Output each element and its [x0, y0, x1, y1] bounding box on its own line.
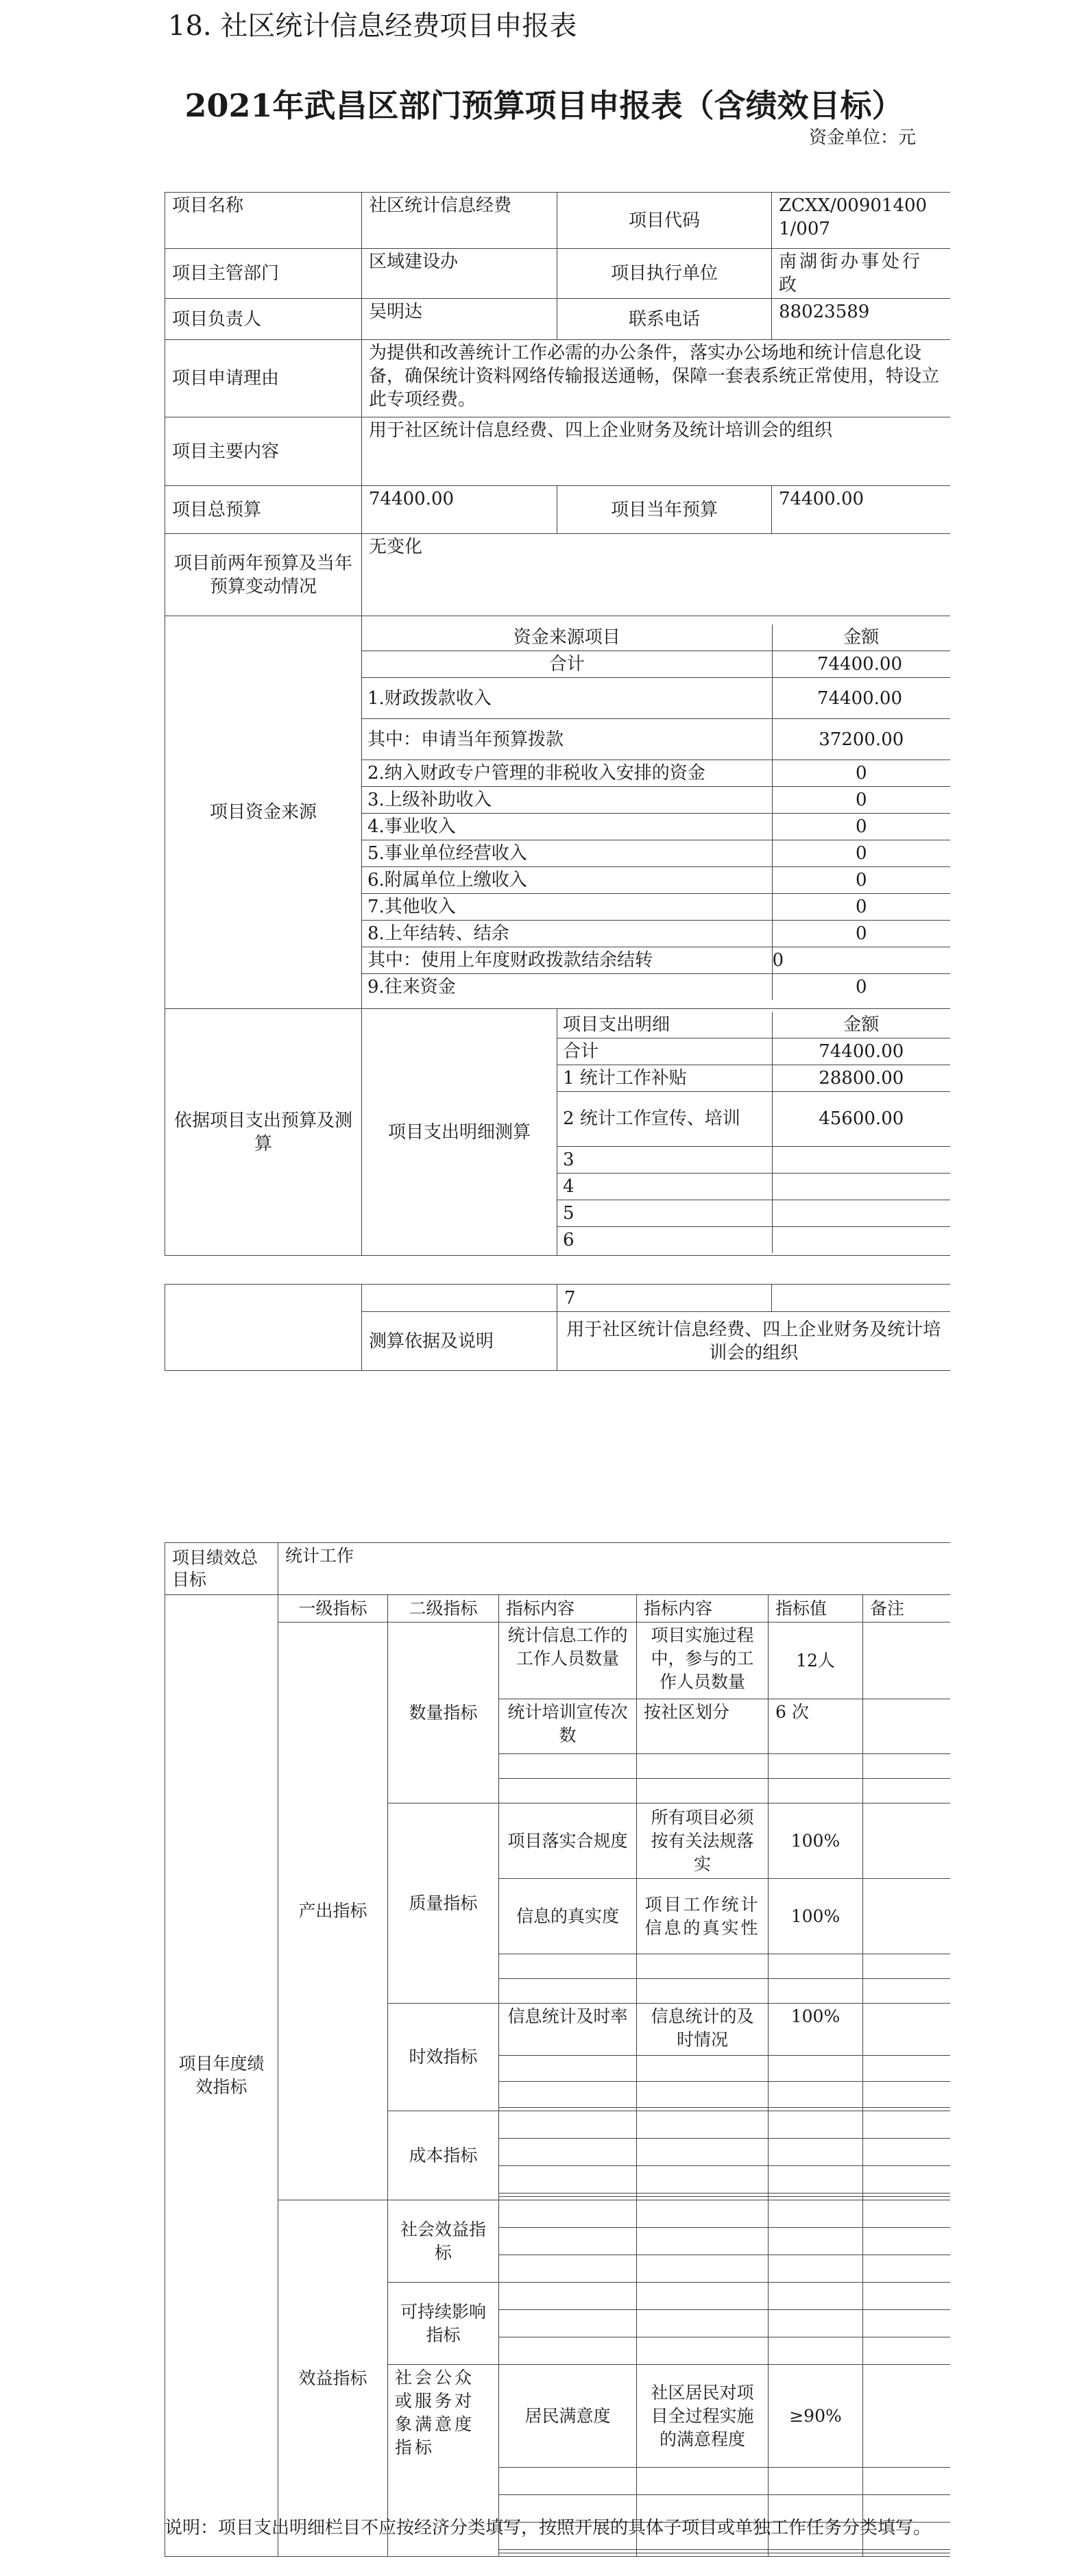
header-level2: 二级指标 [388, 1595, 499, 1623]
funding-amount: 0 [772, 867, 950, 894]
year-budget-value: 74400.00 [772, 486, 950, 534]
funding-amount: 37200.00 [772, 719, 950, 760]
expense-amount [772, 1173, 950, 1200]
quality-indicator-label: 质量指标 [388, 1803, 499, 2004]
funding-row: 8.上年结转、结余 [362, 921, 772, 947]
expense-row: 2 统计工作宣传、培训 [557, 1091, 772, 1146]
content-value: 用于社区统计信息经费、四上企业财务及统计培训会的组织 [362, 417, 950, 486]
indicator-value: 100% [769, 1803, 863, 1879]
expense-table [557, 1012, 950, 1253]
expense-sub-label: 项目支出明细测算 [362, 1009, 557, 1256]
owner-value: 吴明达 [362, 299, 557, 340]
reason-label: 项目申请理由 [165, 340, 362, 417]
time-indicator-label: 时效指标 [388, 2004, 499, 2111]
expense-row: 3 [557, 1146, 772, 1173]
funding-label: 项目资金来源 [165, 616, 362, 1009]
reason-value: 为提供和改善统计工作必需的办公条件，落实办公场地和统计信息化设备，确保统计资料网络传输报送通畅，保障一套表系统正常使用，特设立此专项经费。 [362, 340, 950, 417]
indicator-content: 按社区划分 [637, 1699, 769, 1754]
indicator-value: 100% [769, 1879, 863, 1954]
funding-amount: 0 [772, 921, 950, 947]
expense-row: 合计 [557, 1038, 772, 1065]
indicator-content: 项目实施过程中，参与的工作人员数量 [637, 1623, 769, 1699]
owner-label: 项目负责人 [165, 299, 362, 340]
goal-label: 项目绩效总目标 [165, 1543, 278, 1595]
expense-row: 4 [557, 1173, 772, 1200]
indicator-content: 社区居民对项目全过程实施的满意程度 [637, 2365, 769, 2468]
funding-row: 其中：申请当年预算拨款 [362, 719, 772, 760]
funding-table [362, 624, 950, 1000]
change-label: 项目前两年预算及当年预算变动情况 [165, 534, 362, 616]
total-budget-label: 项目总预算 [165, 486, 362, 534]
year-indicator-label: 项目年度绩效指标 [165, 1595, 278, 2557]
footer-note: 说明：项目支出明细栏目不应按经济分类填写，按照开展的具体子项目或单独工作任务分类填写。 [165, 2518, 932, 2538]
funding-amount: 0 [772, 787, 950, 814]
funding-amount: 0 [772, 814, 950, 840]
header-level1: 一级指标 [278, 1595, 388, 1623]
expense-row: 7 [557, 1285, 772, 1312]
indicator-content: 信息统计的及时情况 [637, 2004, 769, 2056]
header-remark: 备注 [863, 1595, 950, 1623]
indicator-value: ≥90% [769, 2365, 863, 2468]
satisfaction-label: 社会公众或服务对象满意度指标 [388, 2365, 499, 2557]
quantity-indicator-label: 数量指标 [388, 1623, 499, 1803]
basis-value: 用于社区统计信息经费、四上企业财务及统计培训会的组织 [557, 1312, 950, 1371]
expense-amount: 74400.00 [772, 1038, 950, 1065]
expense-row: 5 [557, 1200, 772, 1226]
benefit-indicator-label: 效益指标 [278, 2200, 388, 2557]
indicator-value: 12人 [769, 1623, 863, 1699]
funding-row: 合计 [362, 651, 772, 678]
expense-amount: 45600.00 [772, 1091, 950, 1146]
funding-row: 2.纳入财政专户管理的非税收入安排的资金 [362, 760, 772, 787]
funding-col-source: 资金来源项目 [362, 624, 772, 651]
funding-row: 9.往来资金 [362, 974, 772, 1001]
dept-value: 区域建设办 [362, 249, 557, 299]
funding-row: 6.附属单位上缴收入 [362, 867, 772, 894]
phone-value: 88023589 [772, 299, 950, 340]
project-code-label: 项目代码 [557, 193, 772, 249]
indicator-content: 所有项目必须按有关法规落实 [637, 1803, 769, 1879]
indicator-content: 信息统计及时率 [499, 2004, 637, 2056]
page-label: 18. 社区统计信息经费项目申报表 [168, 10, 577, 42]
phone-label: 联系电话 [557, 299, 772, 340]
funding-row: 1.财政拨款收入 [362, 678, 772, 719]
goal-value: 统计工作 [278, 1543, 950, 1595]
project-info-table [165, 192, 950, 1256]
header-value: 指标值 [769, 1595, 863, 1623]
project-name-label: 项目名称 [165, 193, 362, 249]
page-title: 2021年武昌区部门预算项目申报表（含绩效目标） [184, 87, 904, 124]
indicator-content: 信息的真实度 [499, 1879, 637, 1954]
indicator-content: 统计培训宣传次数 [499, 1699, 637, 1754]
exec-unit-value: 南湖街办事处行政 [772, 249, 950, 299]
expense-amount [772, 1226, 950, 1253]
expense-row: 1 统计工作补贴 [557, 1065, 772, 1091]
unit-label: 资金单位：元 [809, 127, 917, 148]
header-content: 指标内容 [637, 1595, 769, 1623]
output-indicator-label: 产出指标 [278, 1623, 388, 2200]
indicator-content: 统计信息工作的工作人员数量 [499, 1623, 637, 1699]
indicator-content: 项目落实合规度 [499, 1803, 637, 1879]
indicator-value: 6 次 [769, 1699, 863, 1754]
funding-amount: 74400.00 [772, 678, 950, 719]
expense-amount [772, 1200, 950, 1226]
dept-label: 项目主管部门 [165, 249, 362, 299]
funding-row: 7.其他收入 [362, 894, 772, 921]
social-benefit-label: 社会效益指标 [388, 2200, 499, 2283]
funding-amount: 74400.00 [772, 651, 950, 678]
project-name-value: 社区统计信息经费 [362, 193, 557, 249]
funding-row: 其中：使用上年度财政拨款结余结转 [362, 947, 772, 974]
cost-indicator-label: 成本指标 [388, 2111, 499, 2200]
expense-col-item: 项目支出明细 [557, 1012, 772, 1038]
change-value: 无变化 [362, 534, 950, 616]
exec-unit-label: 项目执行单位 [557, 249, 772, 299]
funding-amount: 0 [772, 974, 950, 1001]
funding-row: 4.事业收入 [362, 814, 772, 840]
expense-row: 6 [557, 1226, 772, 1253]
funding-amount: 0 [772, 760, 950, 787]
expense-amount [772, 1146, 950, 1173]
funding-row: 3.上级补助收入 [362, 787, 772, 814]
sustain-benefit-label: 可持续影响指标 [388, 2283, 499, 2365]
expense-continuation-table [165, 1284, 950, 1371]
indicator-content: 项目工作统计信息的真实性 [637, 1879, 769, 1954]
funding-amount: 0 [772, 840, 950, 867]
expense-label: 依据项目支出预算及测算 [165, 1009, 362, 1256]
expense-amount: 28800.00 [772, 1065, 950, 1091]
indicator-content: 居民满意度 [499, 2365, 637, 2468]
funding-amount: 0 [772, 894, 950, 921]
funding-col-amount: 金额 [772, 624, 950, 651]
project-code-value: ZCXX/009014001/007 [772, 193, 950, 249]
content-label: 项目主要内容 [165, 417, 362, 486]
year-budget-label: 项目当年预算 [557, 486, 772, 534]
basis-label: 测算依据及说明 [362, 1312, 557, 1371]
expense-col-amount: 金额 [772, 1012, 950, 1038]
funding-row: 5.事业单位经营收入 [362, 840, 772, 867]
funding-amount: 0 [772, 947, 950, 974]
performance-table [165, 1542, 950, 2557]
total-budget-value: 74400.00 [362, 486, 557, 534]
indicator-value: 100% [769, 2004, 863, 2056]
header-content: 指标内容 [499, 1595, 637, 1623]
